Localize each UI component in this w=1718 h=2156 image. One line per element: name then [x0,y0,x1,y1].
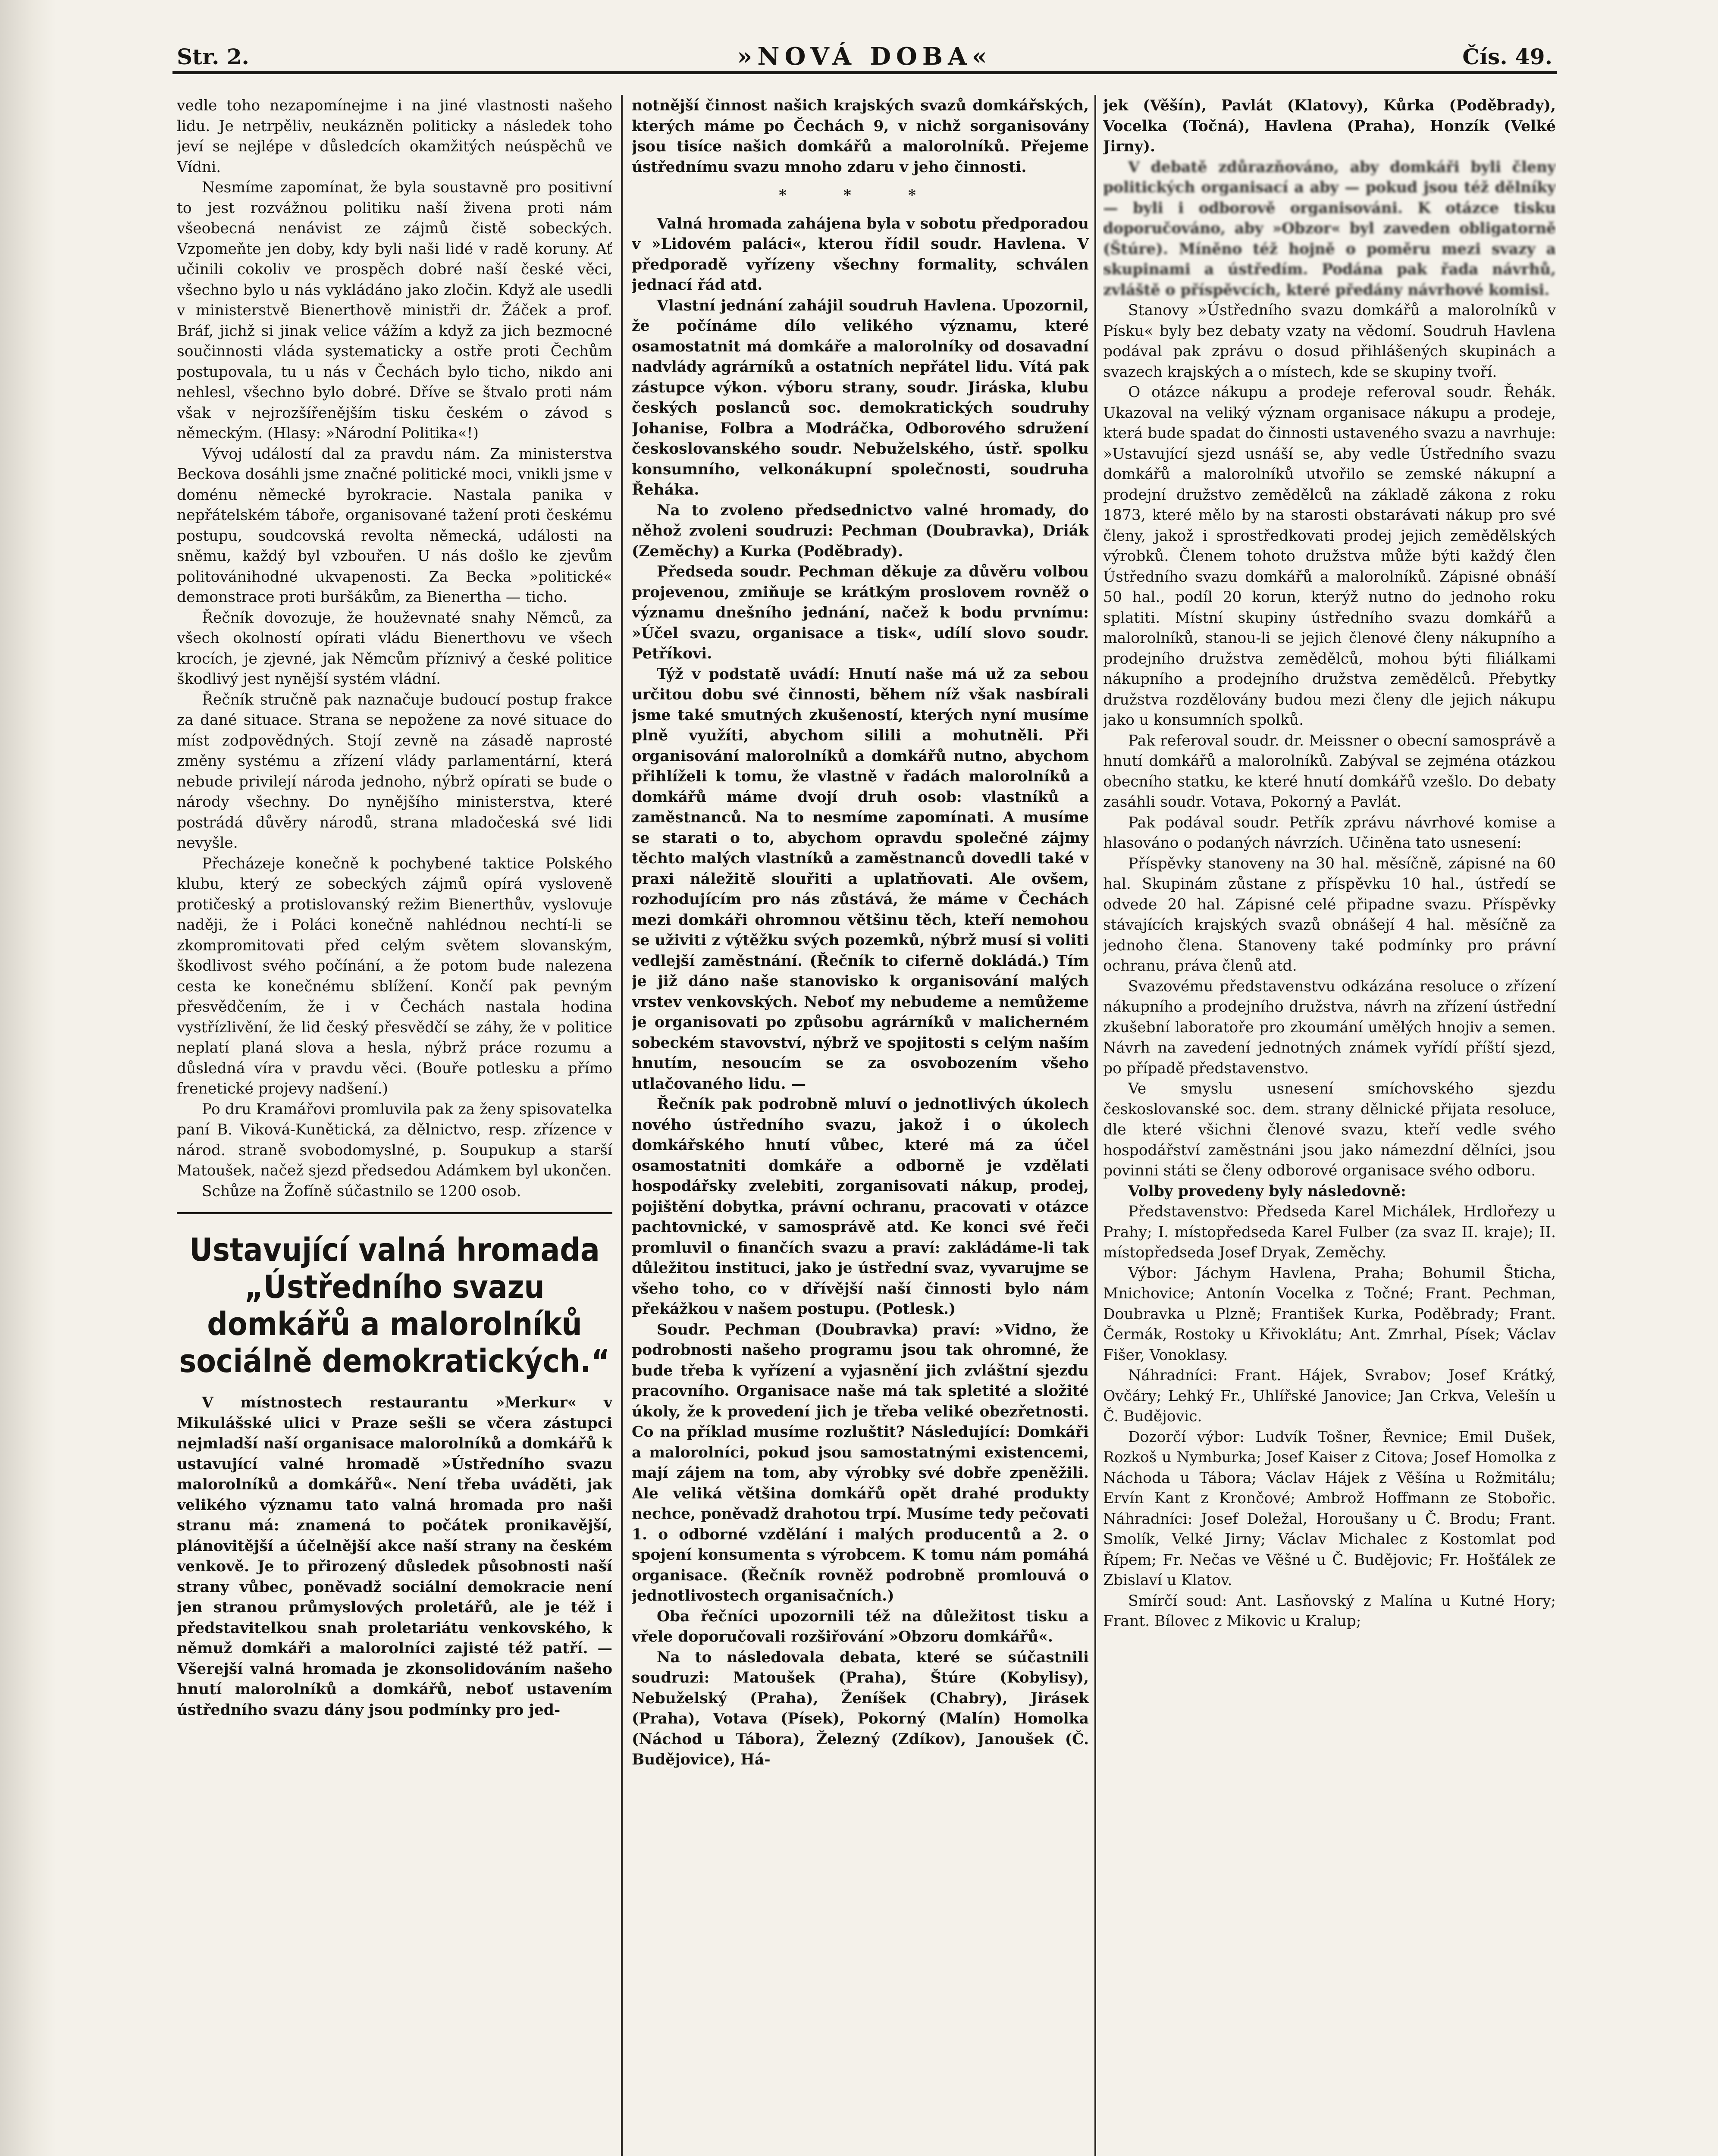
newspaper-title: »NOVÁ DOBA« [737,42,992,71]
paragraph: Oba řečníci upozornili též na důležitost tisku a vřele doporučovali rozšiřování »Obzoru domkářů«. [632,1608,1089,1645]
paragraph: Výbor: Jáchym Havlena, Praha; Bohumil Šticha, Mnichovice; Antonín Vocelka z Točné; Frant. Pechman, Doubravka u Plzně; František Kurka, Poděbrady; Frant. Čermák, Rostoky u Křivoklátu; Ant. Zmrhal, Písek; Václav Fišer, Vonoklasy. [1103,1264,1556,1364]
paragraph: Po dru Kramářovi promluvila pak za ženy spisovatelka paní B. Viková-Kunětická, za dělnictvo, resp. zřízence v národ. straně svobodomyslné, p. Soupukup a starší Matoušek, načež sjezd předsedou Adámkem byl ukončen. [177,1100,612,1179]
header-rule [172,71,1557,74]
paragraph: Volby provedeny byly následovně: [1128,1182,1406,1200]
section-separator: * * * [778,187,942,204]
article-heading: Ustavující valná hromada „Ústředního svazu domkářů a malorolníků sociálně demokratických.“ [179,1232,610,1380]
paragraph: Schůze na Žofíně súčastnilo se 1200 osob. [202,1182,521,1200]
paragraph: Na to zvoleno předsednictvo valné hromady, do něhož zvoleni soudruzi: Pechman (Doubravka), Driák (Zeměchy) a Kurka (Poděbrady). [632,501,1089,560]
paragraph: jek (Věšín), Pavlát (Klatovy), Kůrka (Poděbrady), Vocelka (Točná), Havlena (Praha), Honzík (Velké Jirny). [1103,97,1556,155]
paragraph: Představenstvo: Předseda Karel Michálek, Hrdlořezy u Prahy; I. místopředseda Karel Fulber (za svaz II. kraje); II. místopředseda Josef Dryak, Zeměchy. [1103,1203,1556,1261]
paragraph: Řečník dovozuje, že houževnaté snahy Němců, za všech okolností opírati vládu Bienerthovu ve všech krocích, je zjevné, jak Němcům příznivý a české politice škodlivý jest nynější systém vládní. [177,609,612,688]
paragraph: Náhradníci: Frant. Hájek, Svrabov; Josef Krátký, Ovčáry; Lehký Fr., Uhlířské Janovice; Jan Crkva, Velešín u Č. Budějovic. [1103,1367,1556,1425]
column-divider [1094,95,1096,2156]
paragraph: Vlastní jednání zahájil soudruh Havlena. Upozornil, že počínáme dílo velikého významu, které osamostatnit má domkáře a malorolníky od dosavadní nadvlády agrárníků a ostatních nepřátel lidu. Vítá pak zástupce výkon. výboru strany, soudr. Jiráska, klubu českých poslanců soc. demokratických soudruhy Johanise, Folbra a Modráčka, Odborového sdružení českoslovanského soudr. Nebuželského, ústř. spolku konsumního, velkonákupní společnosti, soudruha Řeháka. [632,297,1089,498]
masthead [177,40,1552,74]
paragraph: Smírčí soud: Ant. Lasňovský z Malína u Kutné Hory; Frant. Bílovec z Mikovic u Kralup; [1103,1592,1556,1630]
page-binding-edge [0,0,56,2156]
paragraph: Svazovému představenstvu odkázána resoluce o zřízení nákupního a prodejního družstva, návrh na zřízení ústřední zkušební laboratoře pro zkoumání umělých hnojiv a semen. Návrh na zavedení jednotných známek vyřídí příští sjezd, po případě představenstvo. [1103,978,1556,1077]
page-number: Str. 2. [177,44,249,69]
paragraph: Vývoj událostí dal za pravdu nám. Za ministerstva Beckova dosáhli jsme značné politické moci, vnikli jsme v doménu německé byrokracie. Nastala panika v nepřátelském táboře, organisované tažení proti českému postupu, soudcovská revolta německá, události na sněmu, každý byl vzbouřen. U nás došlo ke zjevům politovánihodné ukvapenosti. Za Becka »politické« demonstrace proti buršákům, za Bienertha — ticho. [177,445,612,606]
column-1 [177,96,612,2156]
paragraph: Řečník stručně pak naznačuje budoucí postup frakce za dané situace. Strana se nepožene za nové situace do míst zodpovědných. Stojí zevně na zásadě naprosté změny systému a zřízení vlády parlamentární, která nebude privilejí národa jednoho, nýbrž opírati se bude o národy všechny. Do nynějšího ministerstva, které postrádá důvěry národů, strana mladočeská své lidi nevyšle. [177,691,612,852]
paragraph: Příspěvky stanoveny na 30 hal. měsíčně, zápisné na 60 hal. Skupinám zůstane z příspěvku 10 hal., ústředí se odvede 20 hal. Zápisné celé připadne svazu. Příspěvky stávajících krajských svazů obnášejí 4 hal. měsíčně za jednoho člena. Stanoveny také podmínky pro právní ochranu, práva členů atd. [1103,855,1556,975]
paragraph: O otázce nákupu a prodeje referoval soudr. Řehák. Ukazoval na veliký význam organisace nákupu a prodeje, která bude spadat do činnosti ustaveného svazu a navrhuje: »Ustavující sjezd usnáší se, aby vedle Ústředního svazu domkářů a malorolníků utvořilo se zemské nákupní a prodejní družstvo zemědělců na základě zákona z roku 1873, které mělo by na starosti obstarávati nákup pro své členy, jakož i sprostředkovati prodej jejich zemědělských výrobků. Členem tohoto družstva může býti každý člen Ústředního svazu domkářů a malorolníků. Zápisné obnáší 50 hal., podíl 20 korun, kterýž nutno do jednoho roku splatiti. Místní skupiny ústředního svazu domkářů a malorolníků, stanou-li se jejich členové členy nákupního a prodejního družstva zemědělců, mohou býti filiálkami nákupního a prodejního družstva zemědělců. Přebytky družstva rozdělovány budou mezi členy dle jejich nákupu jako u konsumních spolků. [1103,384,1556,729]
paragraph: V debatě zdůrazňováno, aby domkáři byli členy politických organisací a aby — pokud jsou též dělníky — byli i odborově organisováni. K otázce tisku doporučováno, aby »Obzor« byl zaveden obligatorně (Štúre). Míněno též hojně o poměru mezi svazy a skupinami a ústředím. Podána pak řada návrhů, zvláště o příspěvcích, které předány návrhové komisi. [1103,158,1556,299]
paragraph: Valná hromada zahájena byla v sobotu předporadou v »Lidovém paláci«, kterou řídil soudr. Havlena. V předporadě vyřízeny všechny formality, schválen jednací řád atd. [632,215,1089,294]
paragraph: vedle toho nezapomínejme i na jiné vlastnosti našeho lidu. Je netrpěliv, neukázněn politicky a následek toho jeví se nejlépe v důsledcích okamžitých neúspěchů ve Vídni. [177,97,612,176]
paragraph: Na to následovala debata, které se súčastnili soudruzi: Matoušek (Praha), Štúre (Kobylisy), Nebuželský (Praha), Ženíšek (Chabry), Jirásek (Praha), Votava (Písek), Pokorný (Malín) Homolka (Náchod u Tábora), Železný (Zdíkov), Janoušek (Č. Budějovice), Há- [632,1648,1089,1768]
column-divider [621,95,623,2156]
paragraph: notnější činnost našich krajských svazů domkářských, kterých máme po Čechách 9, v nichž sorganisovány jsou tisíce našich domkářů a malorolníků. Přejeme ústřednímu svazu mnoho zdaru v jeho činnosti. [632,97,1089,176]
issue-number: Čís. 49. [1462,44,1552,69]
paragraph: Pak podával soudr. Petřík zprávu návrhové komise a hlasováno o podaných návrzích. Učiněna tato usnesení: [1103,814,1556,852]
section-rule [177,1212,612,1214]
paragraph: V místnostech restaurantu »Merkur« v Mikulášské ulici v Praze sešli se včera zástupci nejmladší naší organisace malorolníků a domkářů k ustavující valné hromadě »Ústředního svazu malorolníků a domkářů«. Není třeba uváděti, jak velikého významu tato valná hromada pro naši stranu má: znamená to počátek pronikavější, plánovitější a účelnější akce naší strany na českém venkově. Je to přirozený důsledek působnosti naší strany vůbec, poněvadž sociální demokracie není jen stranou průmyslových proletářů, ale je též i představitelkou snah proletariátu venkovského, k němuž domkáři a malorolníci zajisté též patří. — Všerejší valná hromada je zkonsolidováním našeho hnutí malorolníků a domkářů, neboť ustavením ústředního svazu dány jsou podmínky pro jed- [177,1394,612,1719]
paragraph: Týž v podstatě uvádí: Hnutí naše má už za sebou určitou dobu své činnosti, během níž však nasbírali jsme také smutných zkušeností, kterých nyní musíme plně využíti, abychom silili a mohutněli. Při organisování malorolníků a domkářů nutno, abychom přihlíželi k tomu, že vlastně v řadách malorolníků a domkářů máme dvojí druh osob: vlastníků a zaměstnanců. Na to nesmíme zapomínati. A musíme se starati o to, abychom opravdu společné zájmy těchto malých vlastníků a zaměstnanců dovedli také v praxi náležitě slouřiti a uplatňovati. Ale ovšem, rozhodujícím pro nás zůstává, že máme v Čechách mezi domkáři ohromnou většinu těch, kteří nemohou se uživiti z výtěžku svých pozemků, nýbrž musí si voliti vedlejší zaměstnání. (Řečník to ciferně dokládá.) Tím je již dáno naše stanovisko k organisování malých vrstev venkovských. Neboť my nebudeme a nemůžeme je organisovati po způsobu agrárníků v malicherném sobeckém stavovství, nýbrž ve spojitosti s celým naším hnutím, nesoucím se za osvobozením všeho utlačovaného lidu. — [632,665,1089,1093]
paragraph: Předseda soudr. Pechman děkuje za důvěru volbou projevenou, zmiňuje se krátkým proslovem rovněž o významu dnešního jednání, načež k bodu prvnímu: »Účel svazu, organisace a tisk«, udílí slovo soudr. Petříkovi. [632,563,1089,662]
paragraph: Přecházeje konečně k pochybené taktice Polského klubu, který ze sobeckých zájmů opírá vysloveně protičeský a protislovanský režim Bienerthův, vyslovuje naději, že i Poláci konečně nahlédnou nechtí-li se zkompromitovati před celým světem slovanským, škodlivost svého počínání, a že potom bude nalezena cesta ke konečnému sblížení. Končí pak pevným přesvědčením, že i v Čechách nastala hodina vystřízlivění, že lid český přesvědčí se záhy, že v politice neplatí planá slova a hesla, nýbrž práce rozumu a důsledná víra v pravdu věci. (Bouře potlesku a přímo frenetické projevy nadšení.) [177,855,612,1097]
paragraph: Dozorčí výbor: Ludvík Tošner, Řevnice; Emil Dušek, Rozkoš u Nymburka; Josef Kaiser z Citova; Josef Homolka z Náchoda u Tábora; Václav Hájek z Věšína u Rožmitálu; Ervín Kant z Krončové; Ambrož Hoffmann ze Stobořic. Náhradníci: Josef Doležal, Horoušany u Č. Brodu; Frant. Smolík, Velké Jirny; Václav Michalec z Kostomlat pod Řípem; Fr. Nečas ve Věšné u Č. Budějovic; Fr. Hošťálek ze Zbislaví u Klatov. [1103,1428,1556,1589]
column-3 [1103,96,1556,2156]
paragraph: Pak referoval soudr. dr. Meissner o obecní samosprávě a hnutí domkářů a malorolníků. Zabýval se zejména otázkou obecního statku, ke které hnutí domkářů vzešlo. Do debaty zasáhli soudr. Votava, Pokorný a Pavlát. [1103,732,1556,811]
paragraph: Řečník pak podrobně mluví o jednotlivých úkolech nového ústředního svazu, jakož i o úkolech domkářského hnutí vůbec, které má za účel osamostatniti domkáře a odborně je vzdělati hospodářsky zvelebiti, zorganisovati nákup, prodej, pojištění dobytka, právní ochranu, pracovati v otázce pachtovnické, v samosprávě atd. Ke konci své řeči promluvil o finančích svazu a praví: zakládáme-li tak důležitou instituci, jako je ústřední svaz, vyvarujme se všeho toho, co v dřívější naší činnosti bylo nám překážkou v našem postupu. (Potlesk.) [632,1096,1089,1318]
paragraph: Soudr. Pechman (Doubravka) praví: »Vidno, že podrobnosti našeho programu jsou tak ohromné, že bude třeba k vyřízení a vyjasnění jich zvláštní sjezdu pracovního. Organisace naše má tak spletité a složité úkoly, že k provedení jich je třeba veliké obezřetnosti. Co na příklad musíme rozluštit? Následující: Domkáři a malorolníci, pokud jsou samostatnými existencemi, mají zájem na tom, aby výrobky své dobře zpeněžili. Ale veliká většina domkářů opět drahé produkty nechce, poněvadž drahotou trpí. Musíme tedy pečovati 1. o odborné vzdělání i malých producentů a 2. o spojení konsumenta s výrobcem. K tomu nám pomáhá organisace. (Řečník rovněž podrobně promlouvá o jednotlivostech organisačních.) [632,1321,1089,1604]
paragraph: Ve smyslu usnesení smíchovského sjezdu českoslovanské soc. dem. strany dělnické přijata resoluce, dle které všichni členové svazu, kteří vedle svého hospodářství zaměstnáni jsou jako námezdní dělníci, jsou povinni státi se členy odborové organisace svého odboru. [1103,1080,1556,1179]
paragraph: Stanovy »Ústředního svazu domkářů a malorolníků v Písku« byly bez debaty vzaty na vědomí. Soudruh Havlena podával pak zprávu o dosud přihlášených skupinách a svazech krajských a o místech, kde se skupiny tvoří. [1103,302,1556,381]
paragraph: Nesmíme zapomínat, že byla soustavně pro positivní to jest rozvážnou politiku naší živena proti nám všeobecná nenávist ze zájmů čistě sobeckých. Vzpomeňte jen doby, kdy byli naši lidé v radě koruny. Ať učinili cokoliv ve prospěch dobré naší české věci, všechno bylo u nás vykládáno jako zločin. Když ale usedli v ministerstvě Bienerthově ministři dr. Žáček a prof. Bráf, jichž si jinak velice vážím a když za jich bezmocné součinnosti vláda systematicky a ostře proti Čechům postupovala, tu u nás v Čechách bylo ticho, nikdo ani nehlesl, všechno bylo dobré. Dříve se štvalo proti nám však v nejrozšířenějším tisku českém o závod s německým. (Hlasy: »Národní Politika«!) [177,179,612,442]
column-2 [632,96,1089,2156]
